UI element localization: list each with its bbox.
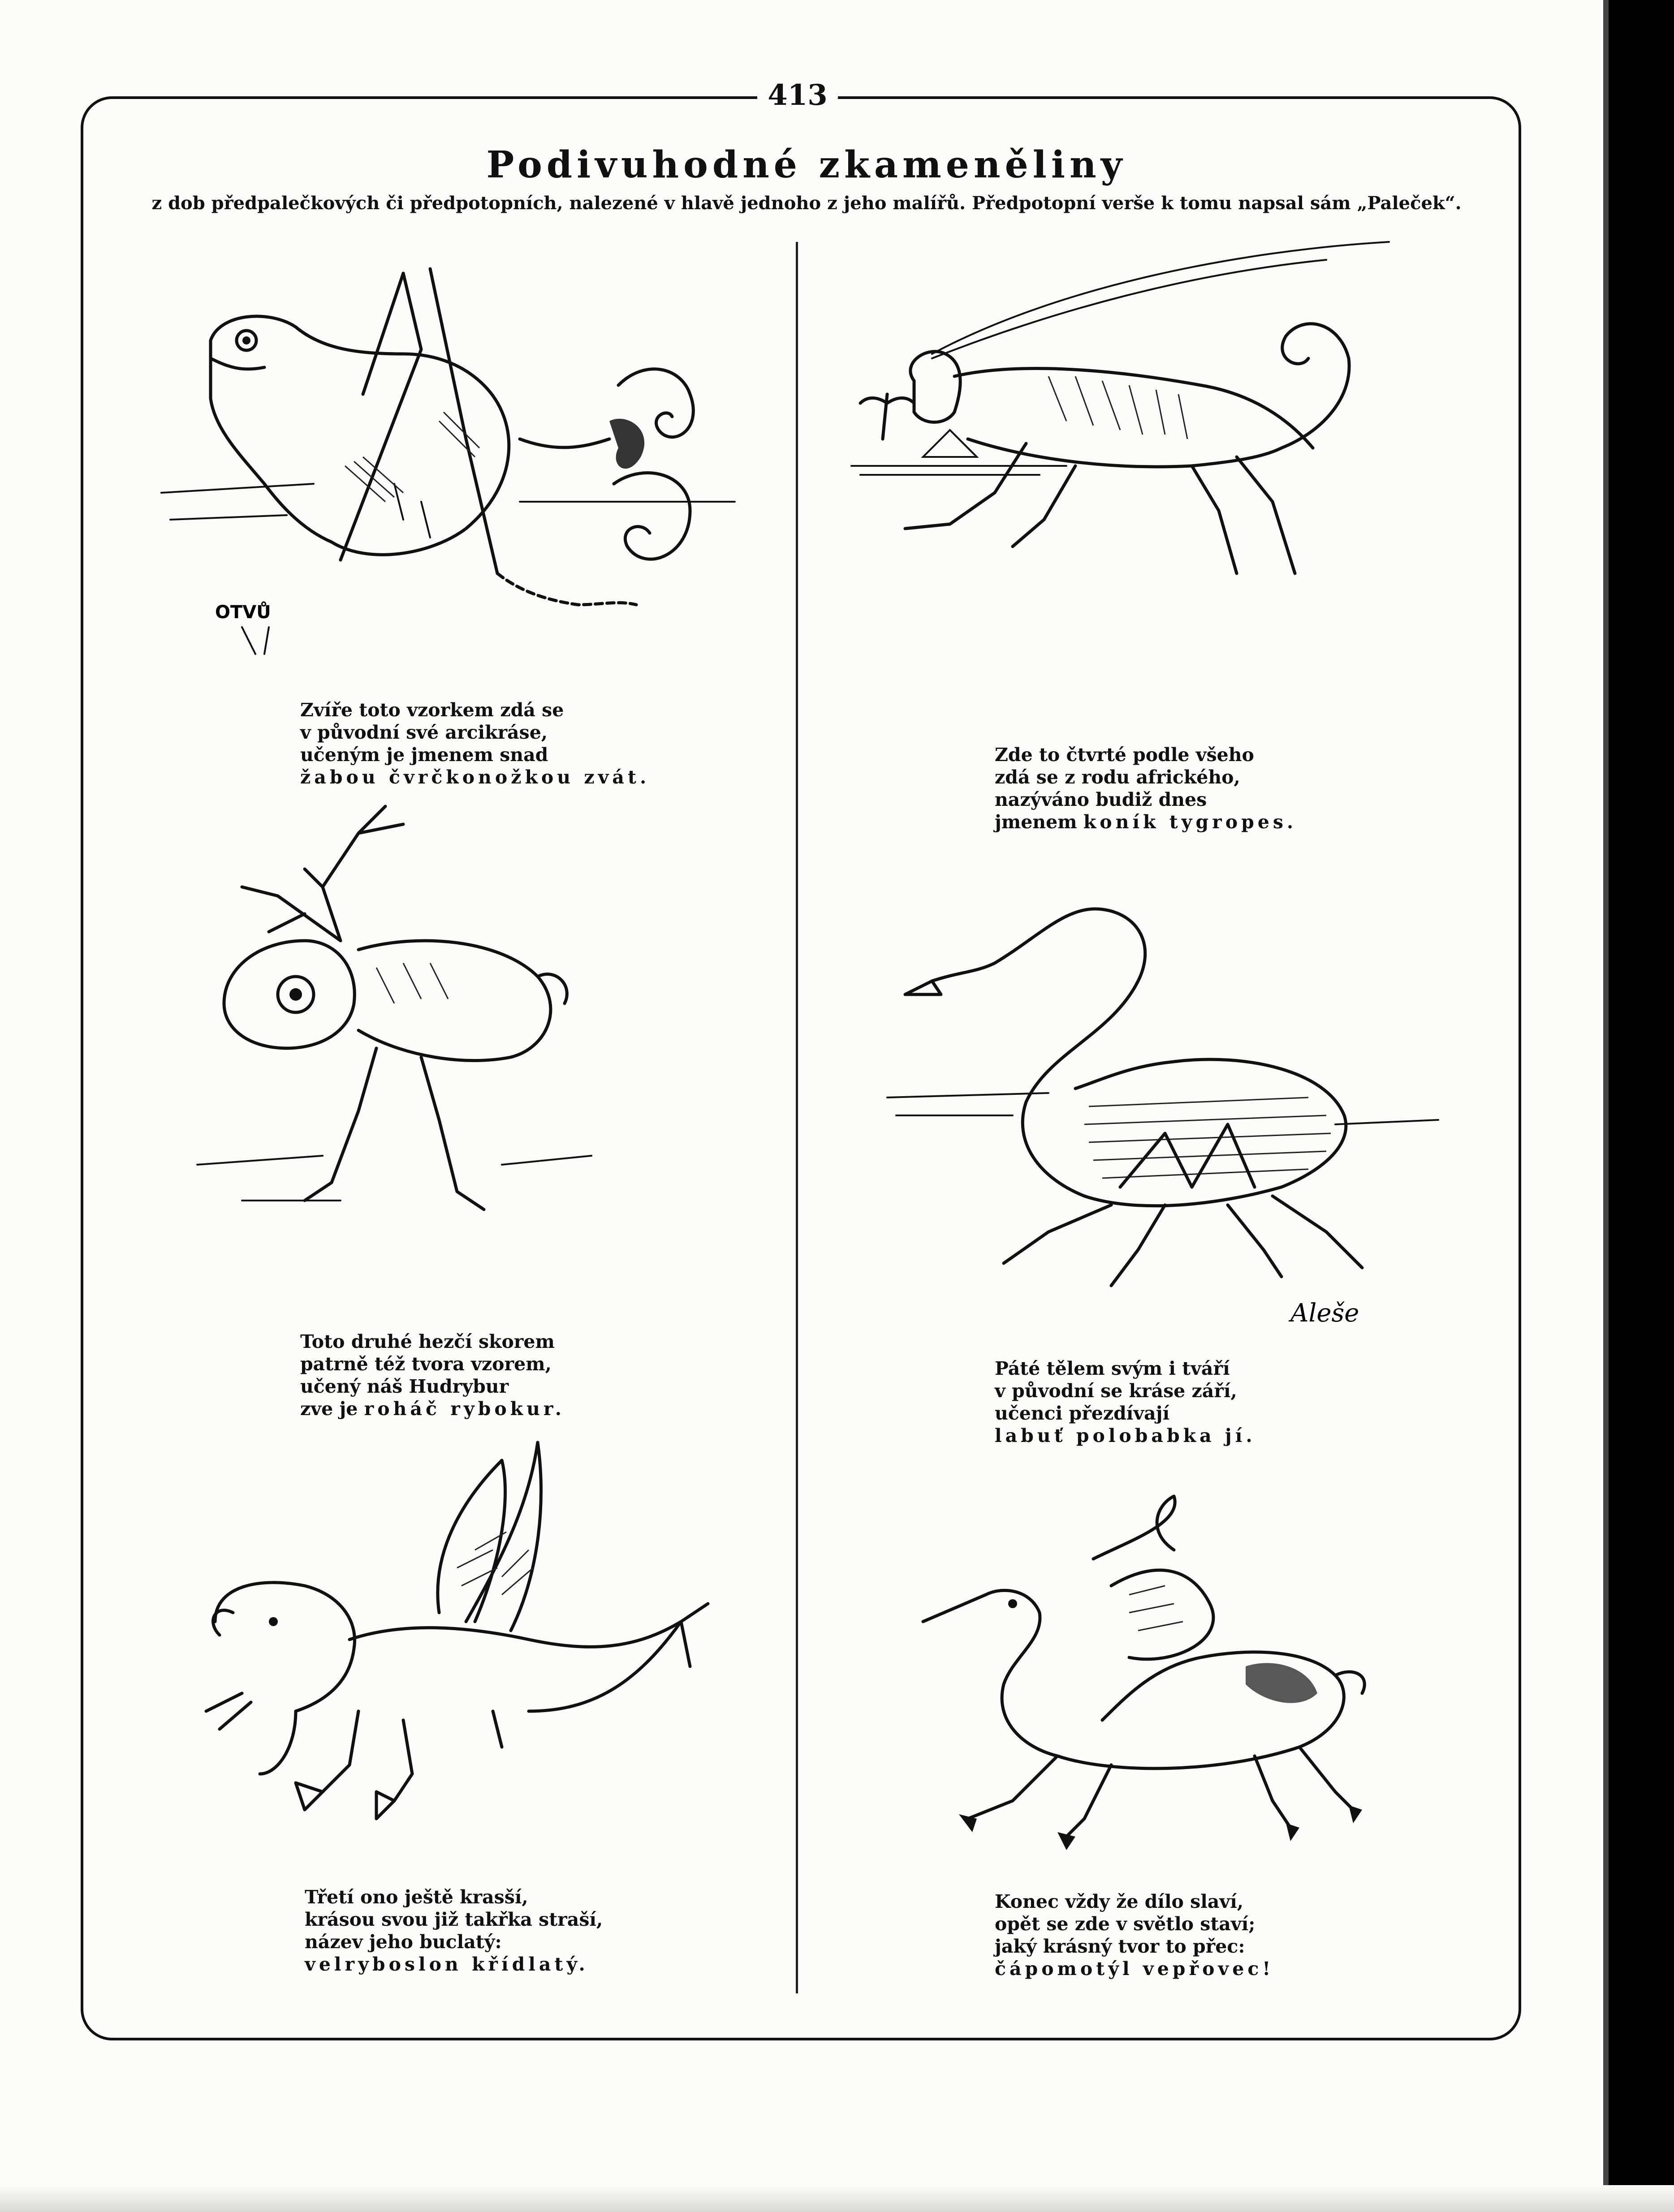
stag-fish-bird-illustration [188, 797, 762, 1313]
verse-line: Třetí ono ještě krasší, [305, 1886, 528, 1908]
fossil-panel-5 [188, 1433, 762, 1975]
verse-prefix: jmenem [995, 811, 1077, 833]
fossil-verse-4 [995, 1357, 1256, 1447]
fossil-verse-3 [300, 1330, 565, 1420]
artist-signature: Aleše [1290, 1299, 1359, 1328]
verse-line: krásou svou již takřka straší, [305, 1909, 603, 1930]
verse-line: zdá se z rodu afrického, [995, 766, 1240, 788]
column-divider [796, 242, 798, 1993]
verse-line: Páté tělem svým i tváří [995, 1358, 1230, 1379]
fossil-verse-1 [300, 699, 650, 788]
fossil-panel-3 [188, 797, 762, 1420]
fossil-verse-5 [305, 1886, 603, 1975]
fossil-panel-4 [878, 891, 1461, 1446]
fossil-name: žabou čvrčkonožkou zvát. [300, 766, 650, 788]
fossil-name: velryboslon křídlatý. [305, 1954, 589, 1975]
verse-line: učenci přezdívají [995, 1403, 1170, 1424]
page-title: Podivuhodné zkameněliny [486, 143, 1127, 186]
fossil-name: koník tygropes. [1083, 811, 1297, 833]
elephant-whale-illustration [188, 1433, 762, 1890]
heron-butterfly-pig-illustration [905, 1487, 1461, 1890]
fossil-verse-2 [995, 744, 1297, 833]
verse-line: nazýváno budiž dnes [995, 789, 1207, 810]
verse-line: název jeho buclatý: [305, 1931, 502, 1953]
scan-border-bottom [0, 2185, 1674, 2212]
fossil-verse-6 [995, 1890, 1274, 1980]
verse-prefix: zve je [300, 1398, 358, 1420]
verse-line: v původní se kráse září, [995, 1380, 1237, 1402]
page-number: 413 [757, 78, 838, 112]
verse-line: opět se zde v světlo staví; [995, 1913, 1256, 1935]
fossil-name: roháč rybokur. [364, 1398, 565, 1420]
grasshopper-tiger-illustration [833, 233, 1483, 753]
verse-line: Toto druhé hezčí skorem [300, 1331, 555, 1352]
fossil-panel-1 [152, 251, 771, 788]
fossil-name: čápomotýl vepřovec! [995, 1958, 1274, 1980]
frog-cricket-illustration [152, 251, 771, 681]
verse-line: jaký krásný tvor to přec: [995, 1936, 1245, 1957]
fossil-panel-6 [905, 1487, 1461, 1980]
verse-line: Zvíře toto vzorkem zdá se [300, 699, 564, 721]
fossil-panel-2 [833, 233, 1483, 833]
scan-border-right [1607, 0, 1674, 2212]
page-subtitle: z dob předpalečkových či předpotopních, nalezené v hlavě jednoho z jeho malířů. Předpotopní verše k tomu napsal sám „Paleček“. [151, 193, 1462, 214]
artist-signature: OTVŮ [215, 602, 271, 623]
fossil-name: labuť polobabka jí. [995, 1425, 1256, 1446]
verse-line: v původní své arcikráse, [300, 722, 548, 743]
verse-line: učený náš Hudrybur [300, 1376, 509, 1397]
verse-line: Zde to čtvrté podle všeho [995, 744, 1254, 766]
verse-line: patrně též tvora vzorem, [300, 1353, 552, 1375]
verse-line: učeným je jmenem snad [300, 744, 548, 766]
verse-line: Konec vždy že dílo slaví, [995, 1891, 1244, 1912]
swan-beetle-illustration [878, 891, 1461, 1348]
